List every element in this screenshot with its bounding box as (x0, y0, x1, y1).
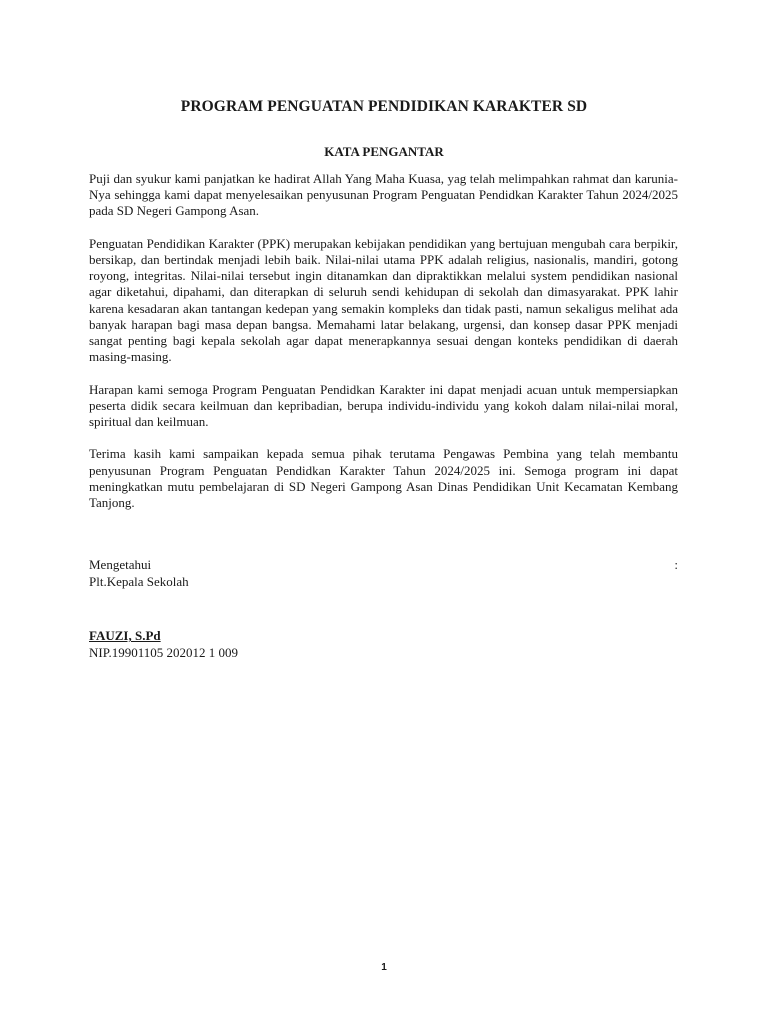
section-title: KATA PENGANTAR (324, 144, 444, 159)
signer-name-line (89, 628, 678, 645)
paragraph-opening: Puji dan syukur kami panjatkan ke hadirat Allah Yang Maha Kuasa, yag telah melimpahkan rahmat dan karunia-Nya sehingga kami dapat menyelesaikan penyusunan Program Penguatan Pendidkan Karakter Tahun 2024/2025 pada SD Negeri Gampong Asan. (89, 171, 678, 219)
signature-block (89, 557, 678, 661)
document-title: PROGRAM PENGUATAN PENDIDIKAN KARAKTER SD (180, 98, 588, 115)
acknowledged-colon: : (674, 557, 678, 572)
acknowledged-row (89, 557, 678, 574)
paragraph-ppk-definition: Penguatan Pendidikan Karakter (PPK) merupakan kebijakan pendidikan yang bertujuan mengubah cara berpikir, bersikap, dan bertindak menjadi lebih baik. Nilai-nilai utama PPK adalah religius, nasionalis, mandiri, gotong royong, integritas. Nilai-nilai tersebut ingin ditanamkan dan dipraktikkan melalui system pendidikan nasional agar diketahui, dipahami, dan diterapkan di seluruh sendi kehidupan di sekolah dan dimasyarakat. PPK lahir karena kesadaran akan tantangan kedepan yang semakin kompleks dan tidak pasti, namun sekaligus melihat ada banyak harapan bagi masa depan bangsa. Memahami latar belakang, urgensi, dan konsep dasar PPK menjadi sangat penting bagi kepala sekolah agar dapat menerapkannya sesuai dengan konteks pendidikan di daerah masing-masing. (89, 235, 678, 365)
signer-name: FAUZI, S.Pd (89, 628, 161, 643)
paragraph-hope: Harapan kami semoga Program Penguatan Pendidkan Karakter ini dapat menjadi acuan untuk mempersiapkan peserta didik secara keilmuan dan kepribadian, berupa individu-individu yang kokoh dalam nilai-nilai moral, spiritual dan keilmuan. (89, 381, 678, 430)
signer-nip: NIP.19901105 202012 1 009 (89, 644, 239, 660)
signer-position: Plt.Kepala Sekolah (89, 573, 189, 589)
body-text (89, 171, 678, 527)
acknowledged-label: Mengetahui (89, 557, 152, 572)
page-number: 1 (381, 962, 387, 973)
paragraph-thanks: Terima kasih kami sampaikan kepada semua pihak terutama Pengawas Pembina yang telah membantu penyusunan Program Penguatan Pendidkan Karakter Tahun 2024/2025 ini. Semoga program ini dapat meningkatkan mutu pembelajaran di SD Negeri Gampong Asan Dinas Pendidikan Unit Kecamatan Kembang Tanjong. (89, 446, 678, 511)
